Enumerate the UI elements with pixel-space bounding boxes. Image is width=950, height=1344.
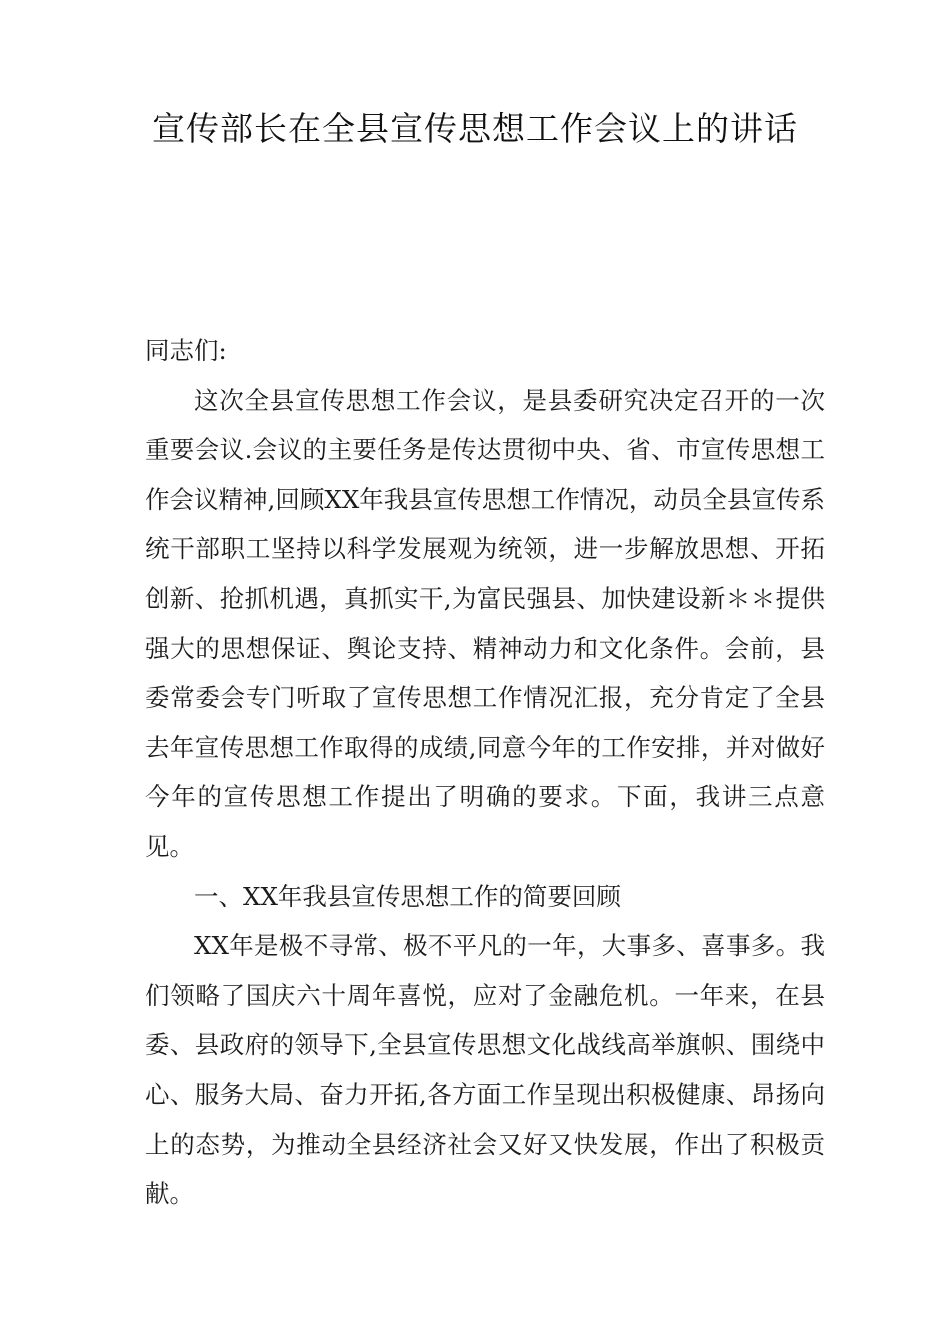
salutation: 同志们:: [145, 336, 227, 365]
paragraph-intro: 这次全县宣传思想工作会议，是县委研究决定召开的一次重要会议.会议的主要任务是传达贯彻中央、省、市宣传思想工作会议精神,回顾XX年我县宣传思想工作情况，动员全县宣传系统干部职工坚持以科学发展观为统领，进一步解放思想、开拓创新、抢抓机遇，真抓实干,为富民强县、加快建设新＊＊提供强大的思想保证、舆论支持、精神动力和文化条件。会前，县委常委会专门听取了宣传思想工作情况汇报，充分肯定了全县去年宣传思想工作取得的成绩,同意今年的工作安排，并对做好今年的宣传思想工作提出了明确的要求。下面，我讲三点意见。: [145, 385, 825, 861]
document-title: 宣传部长在全县宣传思想工作会议上的讲话: [152, 109, 798, 148]
document-body: [145, 326, 825, 1219]
paragraph-review: XX年是极不寻常、极不平凡的一年，大事多、喜事多。我们领略了国庆六十周年喜悦，应对了金融危机。一年来，在县委、县政府的领导下,全县宣传思想文化战线高举旗帜、围绕中心、服务大局、奋力开拓,各方面工作呈现出积极健康、昂扬向上的态势，为推动全县经济社会又好又快发展，作出了积极贡献。: [145, 931, 825, 1209]
section-heading-1: 一、XX年我县宣传思想工作的简要回顾: [194, 881, 621, 911]
